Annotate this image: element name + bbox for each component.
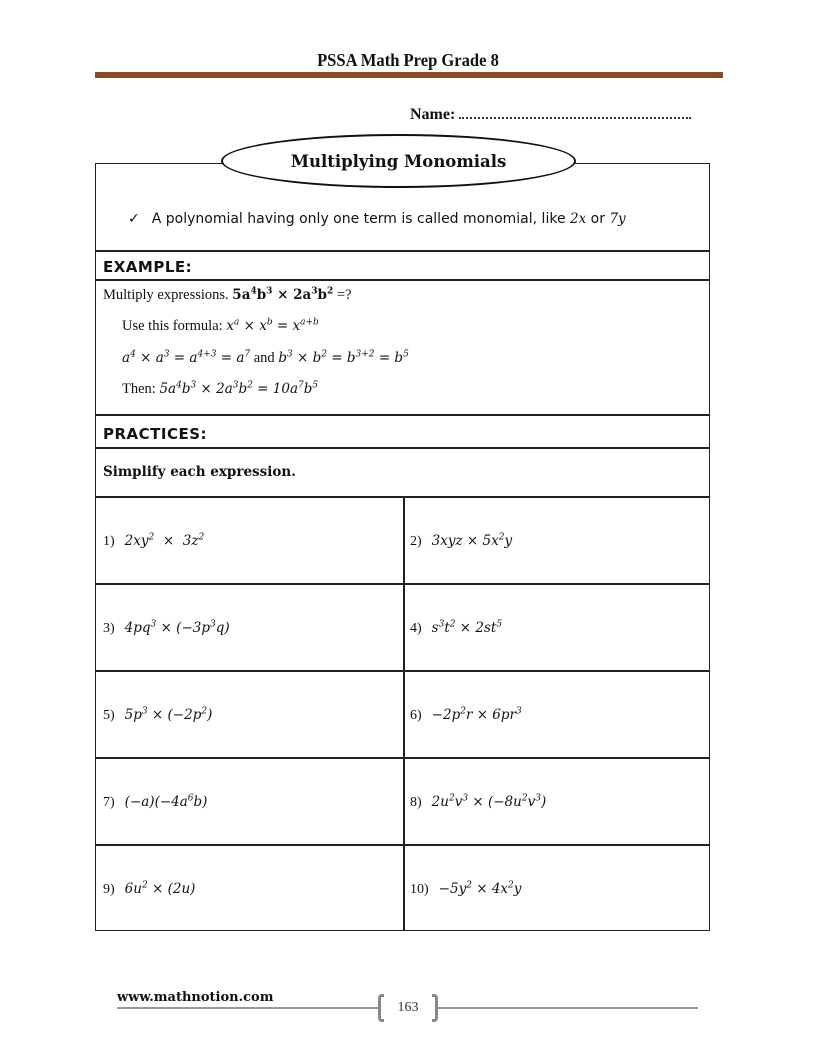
example-label: EXAMPLE: [103, 258, 193, 276]
problem-6[interactable]: $6) -2p^2r \times 6pr^3$ [410, 706, 522, 723]
name-field[interactable] [410, 106, 691, 124]
definition-example-2: 7y [609, 211, 626, 227]
problem-4[interactable]: 4) $s^3t^2 \times 2st^5$ [410, 619, 503, 636]
formula-intro-text: Use this formula: [122, 318, 227, 334]
definition-or: or [586, 211, 610, 227]
definition-example-1: 2x [570, 211, 587, 227]
right-brace-icon [432, 994, 438, 1022]
divider [96, 414, 709, 416]
header-rule [95, 72, 723, 78]
page-number-box [378, 994, 438, 1022]
name-label: Name: [410, 106, 456, 123]
divider [96, 279, 709, 281]
and-text: and [250, 350, 279, 366]
example-intro-text: Multiply expressions. [103, 287, 233, 303]
page-number: 163 [397, 1000, 419, 1015]
example-formula: Use this formula: $x^a \times x^b = x^{a+b}$ [122, 317, 319, 334]
example-step: $a^4 \times a^3 = a^{4+3} = a^7$ and $b^3 \times b^2 = b^{3+2} = b^5$ [122, 349, 409, 366]
check-icon: ✓ [128, 211, 140, 227]
example-statement: Multiply expressions. $5a^4b^3 \times 2a^3b^2$ =? [103, 286, 352, 303]
problem-8[interactable]: 8) $2u^2v^3 \times (-8u^2v^3)$ [410, 793, 547, 810]
problem-5[interactable]: 5) $5p^3 \times (-2p^2)$ [103, 706, 213, 723]
practices-label: PRACTICES: [103, 425, 208, 443]
problem-1[interactable]: 1) $2xy^2 \times 3z^2$ [103, 532, 205, 549]
problem-7[interactable]: 7) $(-a)(-4a^6b)$ [103, 793, 208, 810]
footer-rule-left [117, 1007, 378, 1009]
divider [96, 250, 709, 252]
example-result: Then: $5a^4b^3 \times 2a^3b^2 = 10a^7b^5$ [122, 380, 319, 397]
page-header-title: PSSA Math Prep Grade 8 [317, 50, 499, 70]
left-brace-icon [378, 994, 384, 1022]
then-text: Then: [122, 381, 160, 397]
practice-instruction: Simplify each expression. [103, 464, 296, 480]
worksheet-title: Multiplying Monomials [221, 134, 576, 188]
problem-9[interactable]: 9) $6u^2 \times (2u)$ [103, 880, 196, 897]
problem-2[interactable]: 2) $3xyz \times 5x^2y$ [410, 532, 513, 549]
problem-3[interactable]: 3) $4pq^3 \times (-3p^3q)$ [103, 619, 230, 636]
name-dotted-line[interactable] [459, 116, 691, 119]
column-divider [403, 497, 405, 931]
definition-bullet [128, 211, 626, 227]
footer-rule-right [438, 1007, 698, 1009]
definition-text: A polynomial having only one term is called monomial, like [151, 211, 571, 227]
footer-url[interactable]: www.mathnotion.com [117, 990, 274, 1005]
problem-10[interactable]: $10) -5y^2 \times 4x^2y$ [410, 880, 522, 897]
divider [96, 447, 709, 449]
